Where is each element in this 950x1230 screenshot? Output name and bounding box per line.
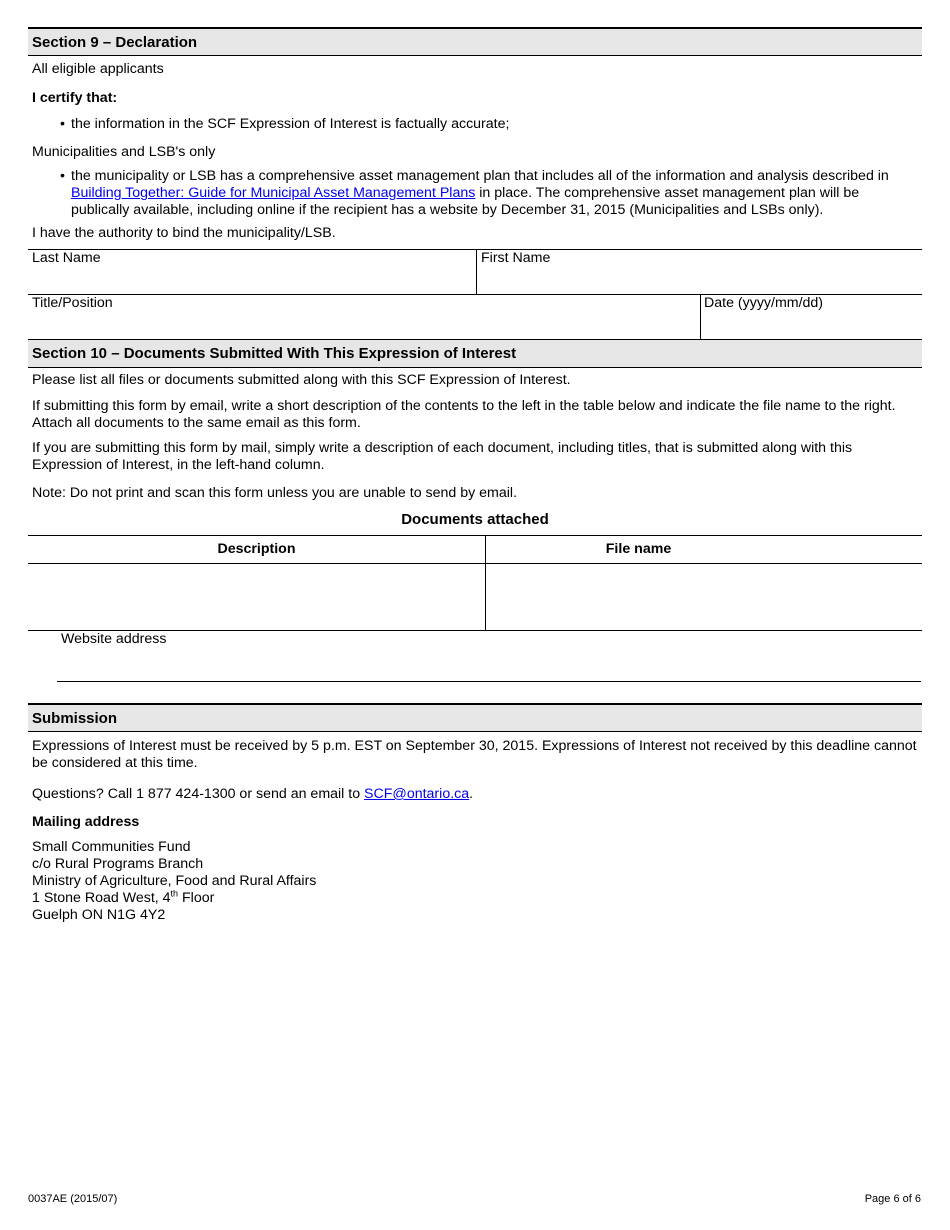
website-address-label: Website address	[61, 631, 167, 647]
address-line-4-pre: 1 Stone Road West, 4	[32, 890, 171, 906]
certify-bullet-1: the information in the SCF Expression of Interest is factually accurate;	[71, 116, 510, 132]
questions-text-post: .	[469, 786, 474, 802]
address-line-5: Guelph ON N1G 4Y2	[32, 907, 166, 923]
section-10-header: Section 10 – Documents Submitted With This Expression of Interest	[28, 339, 922, 368]
filename-column-header: File name	[605, 541, 672, 557]
website-address-input[interactable]	[61, 655, 917, 677]
submission-header: Submission	[28, 703, 922, 732]
address-line-4	[32, 890, 214, 907]
certify-bullet-2	[71, 168, 919, 219]
title-position-input[interactable]	[32, 315, 696, 337]
date-label: Date (yyyy/mm/dd)	[704, 295, 824, 311]
section-10-para-1: Please list all files or documents submitted along with this SCF Expression of Interest.	[32, 372, 571, 388]
section-10-note: Note: Do not print and scan this form unless you are unable to send by email.	[32, 485, 518, 501]
bullet-icon: •	[60, 116, 65, 132]
title-position-label: Title/Position	[32, 295, 113, 311]
table-border	[28, 563, 922, 564]
date-input[interactable]	[704, 315, 918, 337]
address-line-1: Small Communities Fund	[32, 839, 191, 855]
last-name-input[interactable]	[32, 270, 472, 292]
scf-email-link[interactable]: SCF@ontario.ca	[364, 786, 470, 802]
address-line-4-post: Floor	[178, 890, 215, 906]
table-border	[28, 535, 922, 536]
mailing-address-label: Mailing address	[32, 814, 140, 830]
form-id: 0037AE (2015/07)	[28, 1193, 118, 1205]
bullet-icon: •	[60, 168, 65, 184]
authority-text: I have the authority to bind the municipality/LSB.	[32, 225, 336, 241]
eligible-applicants-text: All eligible applicants	[32, 61, 164, 77]
questions-text-pre: Questions? Call 1 877 424-1300 or send an email to	[32, 786, 365, 802]
description-input[interactable]	[32, 567, 481, 627]
asset-management-guide-link[interactable]: Building Together: Guide for Municipal Asset Management Plans	[71, 185, 476, 201]
certify-heading: I certify that:	[32, 90, 118, 106]
filename-input[interactable]	[490, 567, 918, 627]
website-underline	[57, 681, 921, 682]
section-9-header: Section 9 – Declaration	[28, 27, 922, 56]
municipalities-only-text: Municipalities and LSB's only	[32, 144, 216, 160]
divider	[700, 294, 701, 339]
questions-text	[32, 786, 473, 803]
page-number: Page 6 of 6	[864, 1193, 921, 1205]
submission-deadline-text: Expressions of Interest must be received by 5 p.m. EST on September 30, 2015. Expressions of Interest not received by this deadline cannot be considered at this time.	[32, 738, 917, 771]
last-name-label: Last Name	[32, 250, 101, 266]
address-line-2: c/o Rural Programs Branch	[32, 856, 204, 872]
bullet-2-text-post: in place. The comprehensive asset management plan will be publically available, including online if the recipient has a website by December 31, 2015 (Municipalities and LSBs only).	[71, 185, 860, 218]
divider	[476, 249, 477, 295]
description-column-header: Description	[217, 541, 296, 557]
bullet-2-text-pre: the municipality or LSB has a comprehensive asset management plan that includes all of the information and analysis described in	[71, 168, 889, 184]
first-name-label: First Name	[481, 250, 551, 266]
documents-table-title: Documents attached	[401, 511, 549, 528]
address-line-3: Ministry of Agriculture, Food and Rural Affairs	[32, 873, 317, 889]
section-10-para-2: If submitting this form by email, write a short description of the contents to the left in the table below and indicate the file name to the right. Attach all documents to the same email as this form.	[32, 398, 896, 431]
first-name-input[interactable]	[481, 270, 919, 292]
section-10-para-3: If you are submitting this form by mail, simply write a description of each document, including titles, that is submitted along with this Expression of Interest, in the left-hand column.	[32, 440, 853, 473]
divider	[28, 249, 922, 250]
address-line-4-sup: th	[170, 888, 179, 899]
